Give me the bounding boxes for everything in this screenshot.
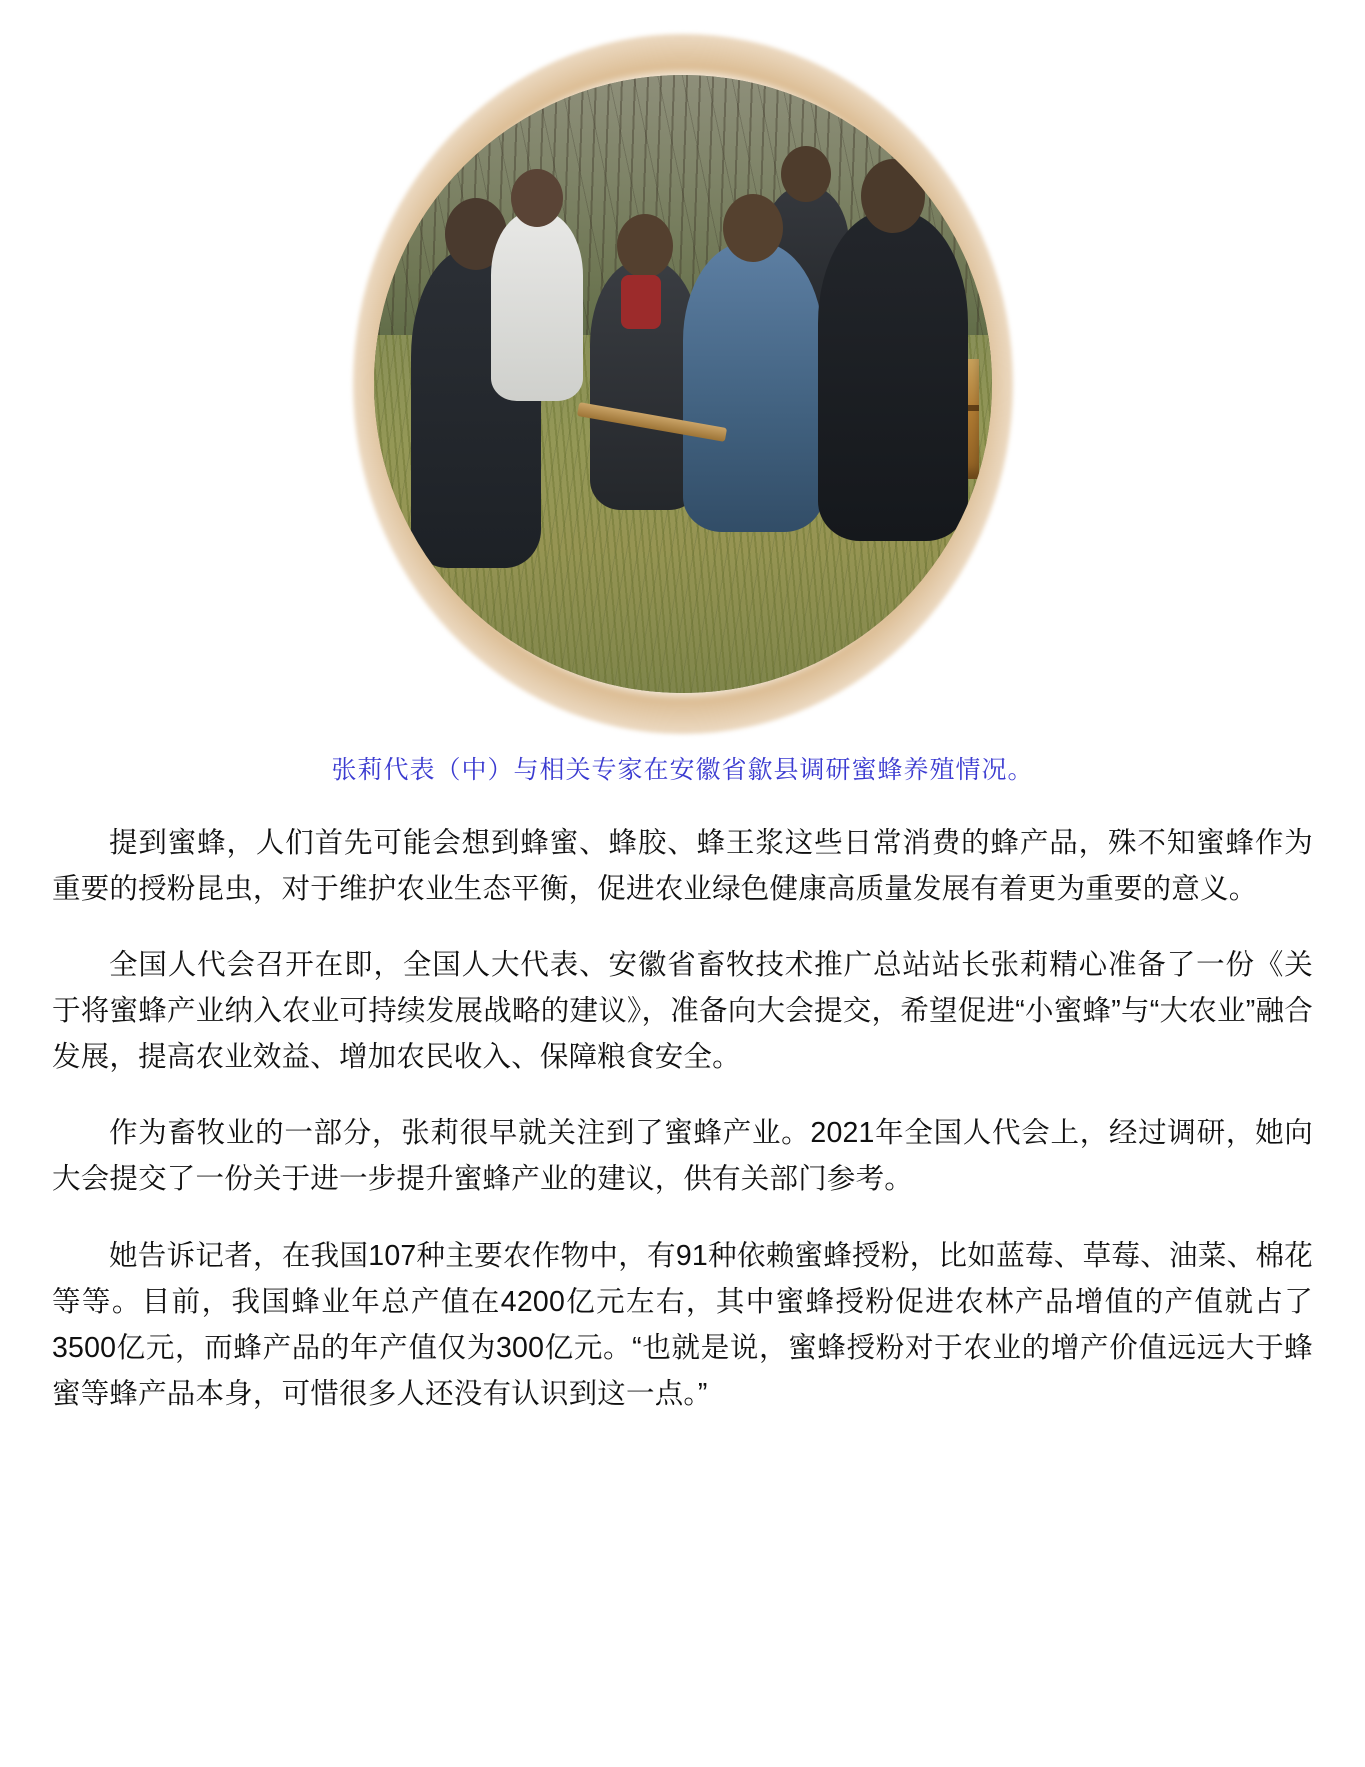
head-icon [861,159,925,233]
figure-caption: 张莉代表（中）与相关专家在安徽省歙县调研蜜蜂养殖情况。 [331,757,1034,784]
paragraph: 作为畜牧业的一部分，张莉很早就关注到了蜜蜂产业。2021年全国人代会上，经过调研，她向大会提交了一份关于进一步提升蜜蜂产业的建议，供有关部门参考。 [52,1117,1313,1196]
head-icon [781,146,831,202]
person-center-blue-jacket [683,242,823,532]
article-body [52,820,1313,1418]
head-icon [617,214,673,278]
person-right [818,211,968,541]
figure-block [0,0,1365,790]
photo-scene [374,75,992,693]
field-research-photo [374,75,992,693]
paragraph: 全国人代会召开在即，全国人大代表、安徽省畜牧技术推广总站站长张莉精心准备了一份《关于将蜜蜂产业纳入农业可持续发展战略的建议》，准备向大会提交，希望促进“小蜜蜂”与“大农业”融合发展，提高农业效益、增加农民收入、保障粮食安全。 [52,948,1313,1074]
paragraph: 她告诉记者，在我国107种主要农作物中，有91种依赖蜜蜂授粉，比如蓝莓、草莓、油菜、棉花等等。目前，我国蜂业年总产值在4200亿元左右，其中蜜蜂授粉促进农林产品增值的产值就占了3500亿元，而蜂产品的年产值仅为300亿元。“也就是说，蜜蜂授粉对于农业的增产价值远远大于蜂蜜等蜂产品本身，可惜很多人还没有认识到这一点。” [52,1239,1313,1411]
person-white-coat [491,211,583,401]
paragraph: 提到蜜蜂，人们首先可能会想到蜂蜜、蜂胶、蜂王浆这些日常消费的蜂产品，殊不知蜜蜂作为重要的授粉昆虫，对于维护农业生态平衡，促进农业绿色健康高质量发展有着更为重要的意义。 [52,826,1313,905]
head-icon [723,194,783,262]
head-icon [511,169,563,227]
photo-frame [353,34,1013,734]
